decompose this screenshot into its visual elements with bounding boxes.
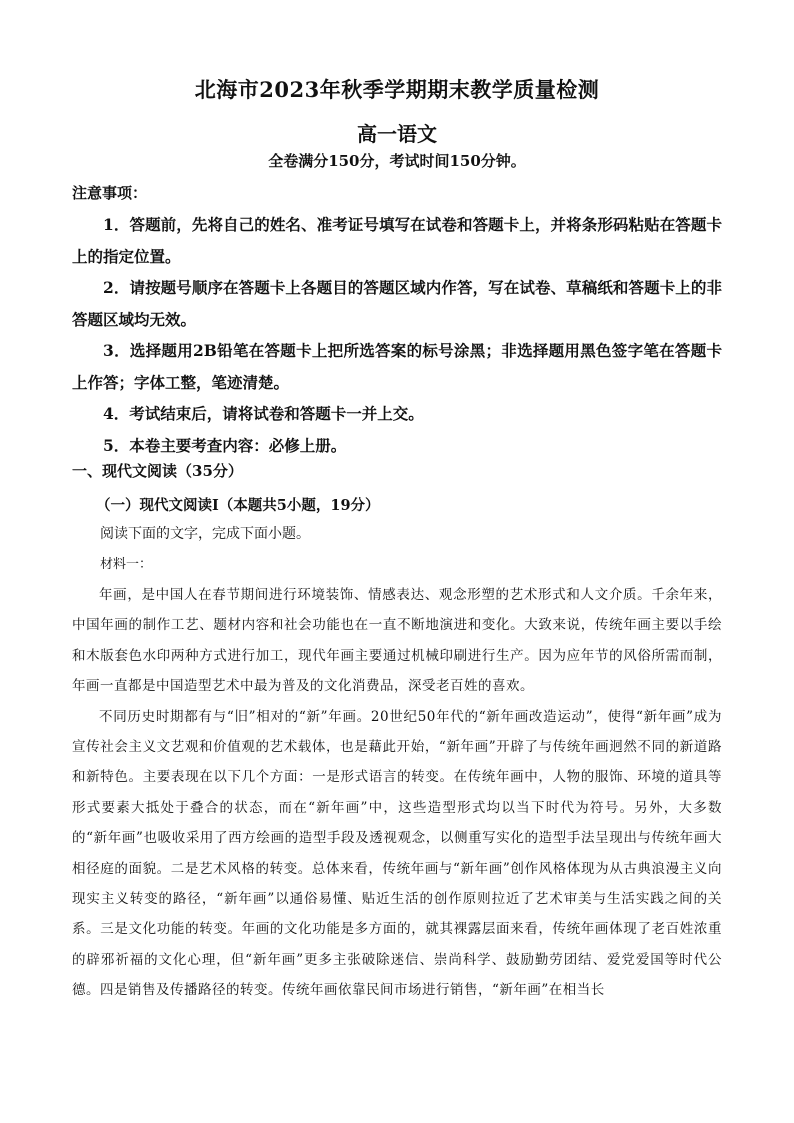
section-subtitle: （一）现代文阅读Ⅰ（本题共5小题，19分） bbox=[96, 497, 380, 514]
material-label: 材料一： bbox=[100, 557, 153, 572]
material-paragraph: 年画，是中国人在春节期间进行环境装饰、情感表达、观念形塑的艺术形式和人文介质。千余年来，中国年画的制作工艺、题材内容和社会功能也在一直不断地演进和变化。大致来说，传统年画主要以手绘和木版套色水印两种方式进行加工，现代年画主要通过机械印刷进行生产。因为应年节的风俗所需而制，年画一直都是中国造型艺术中最为普及的文化消费品，深受老百姓的喜欢。 bbox=[72, 587, 722, 695]
notice-item: 4．考试结束后，请将试卷和答题卡一并上交。 bbox=[103, 404, 424, 423]
exam-title: 北海市2023年秋季学期期末教学质量检测 bbox=[194, 77, 600, 102]
notice-heading: 注意事项： bbox=[72, 184, 148, 202]
notice-item: 3．选择题用2B铅笔在答题卡上把所选答案的标号涂黑；非选择题用黑色签字笔在答题卡上作答；字体工整，笔迹清楚。 bbox=[72, 341, 722, 392]
material-paragraph: 不同历史时期都有与“旧”相对的“新”年画。20世纪50年代的“新年画改造运动”，使得“新年画”成为宣传社会主义文艺观和价值观的艺术载体，也是藉此开始，“新年画”开辟了与传统年画迥然不同的新道路和新特色。主要表现在以下几个方面：一是形式语言的转变。在传统年画中，人物的服饰、环境的道具等形式要素大抵处于叠合的状态，而在“新年画”中，这些造型形式均以当下时代为符号。另外，大多数的“新年画”也吸收采用了西方绘画的造型手段及透视观念，以侧重写实化的造型手法呈现出与传统年画大相径庭的面貌。二是艺术风格的转变。总体来看，传统年画与“新年画”创作风格体现为从古典浪漫主义向现实主义转变的路径，“新年画”以通俗易懂、贴近生活的创作原则拉近了艺术审美与生活实践之间的关系。三是文化功能的转变。年画的文化功能是多方面的，就其裸露层面来看，传统年画体现了老百姓浓重的辟邪祈福的文化心理，但“新年画”更多主张破除迷信、崇尚科学、鼓励勤劳团结、爱党爱国等时代公德。四是销售及传播路径的转变。传统年画依靠民间市场进行销售，“新年画”在相当长 bbox=[72, 708, 722, 999]
notice-list bbox=[72, 209, 722, 461]
subject-title: 高一语文 bbox=[357, 122, 437, 146]
section-title: 一、现代文阅读（35分） bbox=[72, 462, 243, 480]
notice-item: 2．请按题号顺序在答题卡上各题目的答题区域内作答，写在试卷、草稿纸和答题卡上的非答题区域均无效。 bbox=[72, 278, 722, 329]
notice-item: 1．答题前，先将自己的姓名、准考证号填写在试卷和答题卡上，并将条形码粘贴在答题卡上的指定位置。 bbox=[72, 215, 722, 266]
material-body bbox=[72, 580, 722, 1006]
score-info: 全卷满分150分，考试时间150分钟。 bbox=[268, 152, 526, 170]
reading-instruction: 阅读下面的文字，完成下面小题。 bbox=[100, 526, 310, 542]
notice-item: 5．本卷主要考查内容：必修上册。 bbox=[103, 435, 347, 455]
